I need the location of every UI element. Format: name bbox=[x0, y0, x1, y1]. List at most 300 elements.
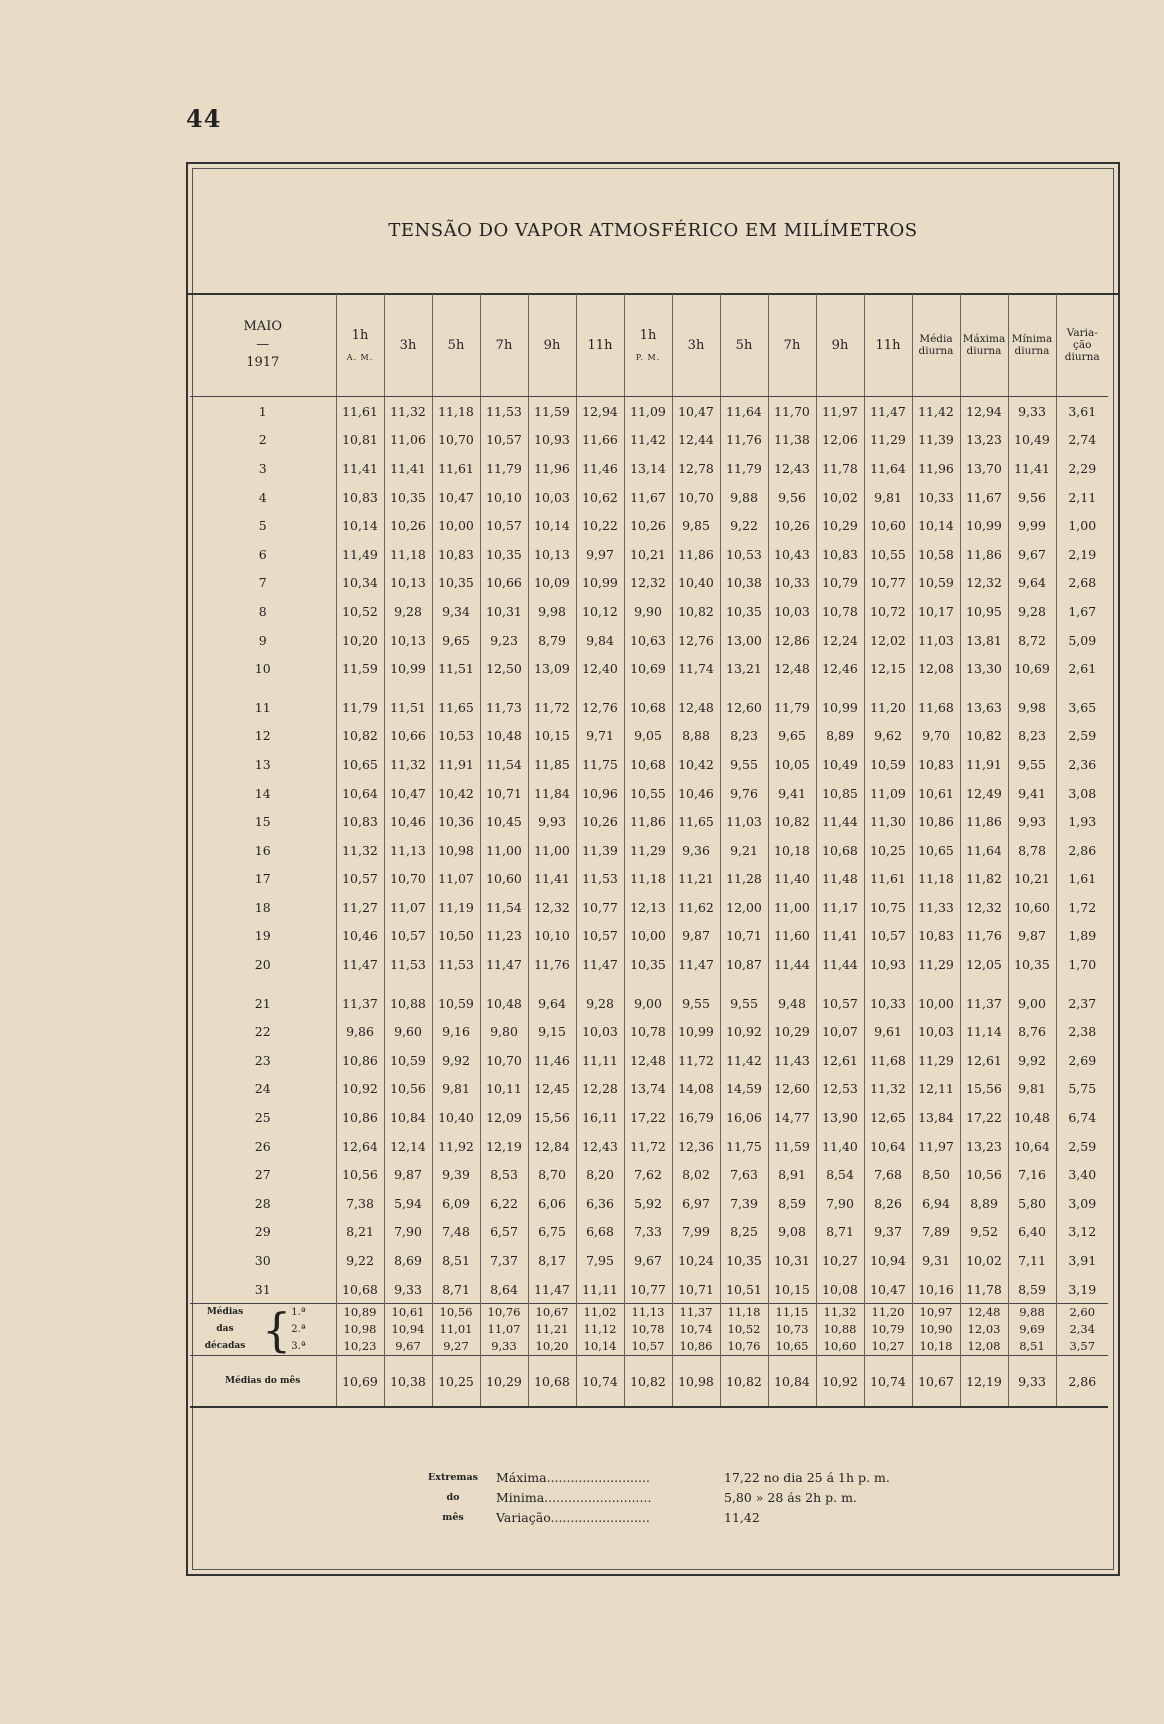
value-cell: 13,23 bbox=[960, 1132, 1008, 1161]
value-cell: 5,94 bbox=[384, 1189, 432, 1218]
value-cell: 11,07 bbox=[432, 865, 480, 894]
value-cell: 10,46 bbox=[672, 779, 720, 808]
month-label: MAIO bbox=[243, 319, 282, 334]
value-cell: 13,90 bbox=[816, 1103, 864, 1132]
value-cell: 6,75 bbox=[528, 1218, 576, 1247]
value-cell: 10,26 bbox=[624, 511, 672, 540]
table-row bbox=[190, 693, 1108, 722]
month-mean-cell: 10,25 bbox=[432, 1356, 480, 1408]
value-cell: 10,48 bbox=[1008, 1103, 1056, 1132]
value-cell: 10,13 bbox=[384, 626, 432, 655]
value-cell: 11,47 bbox=[864, 397, 912, 426]
value-cell: 10,47 bbox=[384, 779, 432, 808]
value-cell: 2,29 bbox=[1056, 454, 1108, 483]
value-cell: 12,65 bbox=[864, 1103, 912, 1132]
value-cell: 9,64 bbox=[1008, 569, 1056, 598]
value-cell: 7,62 bbox=[624, 1160, 672, 1189]
value-cell: 12,09 bbox=[480, 1103, 528, 1132]
value-cell: 11,29 bbox=[864, 426, 912, 455]
day-cell: 1 bbox=[258, 403, 267, 419]
table-frame bbox=[186, 162, 1120, 1576]
value-cell: 12,49 bbox=[960, 779, 1008, 808]
extreme-row bbox=[496, 1508, 1036, 1528]
value-cell: 13,14 bbox=[624, 454, 672, 483]
value-cell: 10,14 bbox=[912, 511, 960, 540]
value-cell: 10,10 bbox=[528, 922, 576, 951]
value-cell: 8,59 bbox=[1008, 1275, 1056, 1304]
value-cell: 10,15 bbox=[528, 722, 576, 751]
value-cell: 11,86 bbox=[672, 540, 720, 569]
value-cell: 12,19 bbox=[480, 1132, 528, 1161]
value-cell: 9,34 bbox=[432, 597, 480, 626]
decade-means-label: Médias das décadas { 1.ª 2.ª 3.ª bbox=[190, 1304, 336, 1356]
value-cell: 9,15 bbox=[528, 1017, 576, 1046]
value-cell: 11,47 bbox=[528, 1275, 576, 1304]
hour-header: 3h bbox=[672, 294, 720, 397]
value-cell: 10,20 bbox=[336, 626, 384, 655]
day-cell: 7 bbox=[258, 575, 267, 591]
value-cell: 9,98 bbox=[528, 597, 576, 626]
table-row bbox=[190, 807, 1108, 836]
value-cell: 6,06 bbox=[528, 1189, 576, 1218]
value-cell: 11,68 bbox=[864, 1046, 912, 1075]
value-cell: 11,76 bbox=[720, 426, 768, 455]
value-cell: 10,77 bbox=[624, 1275, 672, 1304]
media-diurna-header: Média diurna bbox=[912, 294, 960, 397]
value-cell: 12,76 bbox=[672, 626, 720, 655]
table-row bbox=[190, 569, 1108, 598]
value-cell: 10,57 bbox=[384, 922, 432, 951]
value-cell: 12,05 bbox=[960, 950, 1008, 979]
value-cell: 10,68 bbox=[816, 836, 864, 865]
value-cell: 10,78 bbox=[624, 1017, 672, 1046]
value-cell: 3,08 bbox=[1056, 779, 1108, 808]
value-cell: 11,14 bbox=[960, 1017, 1008, 1046]
value-cell: 6,09 bbox=[432, 1189, 480, 1218]
value-cell: 11,09 bbox=[864, 779, 912, 808]
value-cell: 8,53 bbox=[480, 1160, 528, 1189]
decade-mean-cell: 11,20 10,79 10,27 bbox=[864, 1304, 912, 1356]
value-cell: 9,67 bbox=[624, 1246, 672, 1275]
value-cell: 2,19 bbox=[1056, 540, 1108, 569]
table-row bbox=[190, 836, 1108, 865]
value-cell: 11,00 bbox=[768, 893, 816, 922]
value-cell: 10,26 bbox=[576, 807, 624, 836]
value-cell: 8,78 bbox=[1008, 836, 1056, 865]
value-cell: 10,29 bbox=[816, 511, 864, 540]
maxima-diurna-header: Máxima diurna bbox=[960, 294, 1008, 397]
value-cell: 10,03 bbox=[768, 597, 816, 626]
value-cell: 13,23 bbox=[960, 426, 1008, 455]
value-cell: 8,26 bbox=[864, 1189, 912, 1218]
value-cell: 10,60 bbox=[864, 511, 912, 540]
value-cell: 11,46 bbox=[576, 454, 624, 483]
day-cell: 30 bbox=[254, 1253, 271, 1269]
value-cell: 8,70 bbox=[528, 1160, 576, 1189]
value-cell: 11,70 bbox=[768, 397, 816, 426]
value-cell: 10,69 bbox=[624, 654, 672, 683]
decade-mean-cell: 11,32 10,88 10,60 bbox=[816, 1304, 864, 1356]
value-cell: 10,99 bbox=[960, 511, 1008, 540]
value-cell: 10,60 bbox=[1008, 893, 1056, 922]
value-cell: 10,22 bbox=[576, 511, 624, 540]
value-cell: 10,63 bbox=[624, 626, 672, 655]
value-cell: 9,80 bbox=[480, 1017, 528, 1046]
value-cell: 11,29 bbox=[624, 836, 672, 865]
table-row bbox=[190, 922, 1108, 951]
value-cell: 11,64 bbox=[720, 397, 768, 426]
value-cell: 7,95 bbox=[576, 1246, 624, 1275]
value-cell: 10,21 bbox=[1008, 865, 1056, 894]
value-cell: 11,38 bbox=[768, 426, 816, 455]
extreme-key: Máxima.......................... bbox=[496, 1470, 650, 1485]
value-cell: 11,72 bbox=[672, 1046, 720, 1075]
decade-means-row bbox=[190, 1304, 1108, 1356]
table-row bbox=[190, 654, 1108, 683]
value-cell: 10,86 bbox=[336, 1046, 384, 1075]
value-cell: 11,11 bbox=[576, 1046, 624, 1075]
value-cell: 10,99 bbox=[384, 654, 432, 683]
value-cell: 10,25 bbox=[864, 836, 912, 865]
value-cell: 10,13 bbox=[528, 540, 576, 569]
value-cell: 9,37 bbox=[864, 1218, 912, 1247]
value-cell: 12,43 bbox=[768, 454, 816, 483]
value-cell: 8,23 bbox=[720, 722, 768, 751]
value-cell: 13,84 bbox=[912, 1103, 960, 1132]
table-row bbox=[190, 1160, 1108, 1189]
value-cell: 10,31 bbox=[480, 597, 528, 626]
value-cell: 9,84 bbox=[576, 626, 624, 655]
value-cell: 3,40 bbox=[1056, 1160, 1108, 1189]
value-cell: 9,86 bbox=[336, 1017, 384, 1046]
value-cell: 10,48 bbox=[480, 722, 528, 751]
day-cell: 27 bbox=[254, 1167, 271, 1183]
value-cell: 12,24 bbox=[816, 626, 864, 655]
day-cell: 12 bbox=[254, 728, 271, 744]
value-cell: 9,31 bbox=[912, 1246, 960, 1275]
value-cell: 12,02 bbox=[864, 626, 912, 655]
table-row bbox=[190, 626, 1108, 655]
hour-header: 5h bbox=[432, 294, 480, 397]
value-cell: 12,46 bbox=[816, 654, 864, 683]
value-cell: 8,17 bbox=[528, 1246, 576, 1275]
value-cell: 9,21 bbox=[720, 836, 768, 865]
value-cell: 10,78 bbox=[816, 597, 864, 626]
extreme-row bbox=[496, 1468, 1036, 1488]
value-cell: 7,99 bbox=[672, 1218, 720, 1247]
value-cell: 10,33 bbox=[912, 483, 960, 512]
value-cell: 11,46 bbox=[528, 1046, 576, 1075]
decade-mean-cell: 10,97 10,90 10,18 bbox=[912, 1304, 960, 1356]
value-cell: 10,45 bbox=[480, 807, 528, 836]
value-cell: 10,43 bbox=[768, 540, 816, 569]
value-cell: 11,54 bbox=[480, 750, 528, 779]
value-cell: 11,09 bbox=[624, 397, 672, 426]
table-row bbox=[190, 779, 1108, 808]
hour-header: 7h bbox=[480, 294, 528, 397]
value-cell: 13,81 bbox=[960, 626, 1008, 655]
value-cell: 11,39 bbox=[576, 836, 624, 865]
value-cell: 11,91 bbox=[432, 750, 480, 779]
value-cell: 11,41 bbox=[384, 454, 432, 483]
value-cell: 10,35 bbox=[720, 1246, 768, 1275]
value-cell: 9,41 bbox=[768, 779, 816, 808]
value-cell: 11,42 bbox=[624, 426, 672, 455]
value-cell: 10,55 bbox=[624, 779, 672, 808]
value-cell: 9,81 bbox=[864, 483, 912, 512]
value-cell: 13,63 bbox=[960, 693, 1008, 722]
value-cell: 2,69 bbox=[1056, 1046, 1108, 1075]
value-cell: 10,33 bbox=[864, 989, 912, 1018]
value-cell: 12,32 bbox=[960, 893, 1008, 922]
value-cell: 10,59 bbox=[864, 750, 912, 779]
value-cell: 9,81 bbox=[432, 1075, 480, 1104]
value-cell: 9,28 bbox=[576, 989, 624, 1018]
value-cell: 9,92 bbox=[1008, 1046, 1056, 1075]
value-cell: 3,65 bbox=[1056, 693, 1108, 722]
value-cell: 10,34 bbox=[336, 569, 384, 598]
value-cell: 10,57 bbox=[576, 922, 624, 951]
table-row bbox=[190, 893, 1108, 922]
value-cell: 10,40 bbox=[672, 569, 720, 598]
value-cell: 11,51 bbox=[384, 693, 432, 722]
month-mean-cell: 10,29 bbox=[480, 1356, 528, 1408]
value-cell: 12,44 bbox=[672, 426, 720, 455]
value-cell: 5,75 bbox=[1056, 1075, 1108, 1104]
value-cell: 11,61 bbox=[864, 865, 912, 894]
value-cell: 11,44 bbox=[768, 950, 816, 979]
table-row bbox=[190, 1103, 1108, 1132]
value-cell: 9,28 bbox=[1008, 597, 1056, 626]
decade-mean-cell: 11,18 10,52 10,76 bbox=[720, 1304, 768, 1356]
decade-mean-cell: 11,37 10,74 10,86 bbox=[672, 1304, 720, 1356]
value-cell: 10,99 bbox=[576, 569, 624, 598]
value-cell: 8,64 bbox=[480, 1275, 528, 1304]
hour-header: 11h bbox=[864, 294, 912, 397]
value-cell: 10,14 bbox=[336, 511, 384, 540]
value-cell: 9,00 bbox=[1008, 989, 1056, 1018]
month-mean-cell: 10,98 bbox=[672, 1356, 720, 1408]
value-cell: 9,08 bbox=[768, 1218, 816, 1247]
table-row bbox=[190, 950, 1108, 979]
extremes-rows bbox=[496, 1468, 1036, 1528]
value-cell: 11,37 bbox=[960, 989, 1008, 1018]
extreme-value: 11,42 bbox=[724, 1510, 760, 1525]
value-cell: 7,90 bbox=[384, 1218, 432, 1247]
value-cell: 10,00 bbox=[912, 989, 960, 1018]
value-cell: 11,96 bbox=[528, 454, 576, 483]
table-row bbox=[190, 989, 1108, 1018]
table-row bbox=[190, 540, 1108, 569]
day-cell: 11 bbox=[254, 699, 271, 715]
value-cell: 10,35 bbox=[384, 483, 432, 512]
value-cell: 8,88 bbox=[672, 722, 720, 751]
value-cell: 2,61 bbox=[1056, 654, 1108, 683]
value-cell: 11,61 bbox=[432, 454, 480, 483]
value-cell: 10,59 bbox=[432, 989, 480, 1018]
value-cell: 10,47 bbox=[864, 1275, 912, 1304]
value-cell: 5,09 bbox=[1056, 626, 1108, 655]
value-cell: 10,47 bbox=[672, 397, 720, 426]
hour-header: 7h bbox=[768, 294, 816, 397]
value-cell: 12,94 bbox=[576, 397, 624, 426]
value-cell: 9,41 bbox=[1008, 779, 1056, 808]
header-row bbox=[190, 294, 1108, 397]
value-cell: 12,84 bbox=[528, 1132, 576, 1161]
day-cell: 10 bbox=[254, 661, 271, 677]
value-cell: 9,28 bbox=[384, 597, 432, 626]
value-cell: 8,71 bbox=[432, 1275, 480, 1304]
month-mean-cell: 10,84 bbox=[768, 1356, 816, 1408]
value-cell: 7,37 bbox=[480, 1246, 528, 1275]
value-cell: 14,77 bbox=[768, 1103, 816, 1132]
value-cell: 12,08 bbox=[912, 654, 960, 683]
value-cell: 12,78 bbox=[672, 454, 720, 483]
value-cell: 11,43 bbox=[768, 1046, 816, 1075]
value-cell: 10,49 bbox=[1008, 426, 1056, 455]
value-cell: 2,68 bbox=[1056, 569, 1108, 598]
value-cell: 11,85 bbox=[528, 750, 576, 779]
value-cell: 6,68 bbox=[576, 1218, 624, 1247]
value-cell: 11,19 bbox=[432, 893, 480, 922]
value-cell: 10,65 bbox=[336, 750, 384, 779]
value-cell: 11,44 bbox=[816, 950, 864, 979]
value-cell: 10,13 bbox=[384, 569, 432, 598]
hour-header: 3h bbox=[384, 294, 432, 397]
value-cell: 9,33 bbox=[1008, 397, 1056, 426]
value-cell: 10,11 bbox=[480, 1075, 528, 1104]
value-cell: 10,82 bbox=[768, 807, 816, 836]
value-cell: 9,90 bbox=[624, 597, 672, 626]
value-cell: 10,59 bbox=[912, 569, 960, 598]
value-cell: 9,55 bbox=[720, 750, 768, 779]
value-cell: 11,03 bbox=[912, 626, 960, 655]
value-cell: 10,70 bbox=[480, 1046, 528, 1075]
value-cell: 11,06 bbox=[384, 426, 432, 455]
value-cell: 11,18 bbox=[432, 397, 480, 426]
value-cell: 10,56 bbox=[384, 1075, 432, 1104]
value-cell: 7,89 bbox=[912, 1218, 960, 1247]
value-cell: 11,30 bbox=[864, 807, 912, 836]
value-cell: 8,72 bbox=[1008, 626, 1056, 655]
value-cell: 6,57 bbox=[480, 1218, 528, 1247]
value-cell: 1,70 bbox=[1056, 950, 1108, 979]
table-row bbox=[190, 397, 1108, 426]
value-cell: 11,51 bbox=[432, 654, 480, 683]
value-cell: 1,67 bbox=[1056, 597, 1108, 626]
value-cell: 11,75 bbox=[576, 750, 624, 779]
value-cell: 10,35 bbox=[720, 597, 768, 626]
value-cell: 10,70 bbox=[384, 865, 432, 894]
value-cell: 10,83 bbox=[432, 540, 480, 569]
value-cell: 10,87 bbox=[720, 950, 768, 979]
value-cell: 11,73 bbox=[480, 693, 528, 722]
value-cell: 11,65 bbox=[432, 693, 480, 722]
value-cell: 9,33 bbox=[384, 1275, 432, 1304]
month-mean-cell: 10,82 bbox=[624, 1356, 672, 1408]
value-cell: 10,64 bbox=[864, 1132, 912, 1161]
value-cell: 11,61 bbox=[336, 397, 384, 426]
value-cell: 11,27 bbox=[336, 893, 384, 922]
value-cell: 13,70 bbox=[960, 454, 1008, 483]
day-cell: 17 bbox=[254, 871, 271, 887]
value-cell: 12,15 bbox=[864, 654, 912, 683]
day-cell: 31 bbox=[254, 1281, 271, 1297]
value-cell: 10,75 bbox=[864, 893, 912, 922]
table-row bbox=[190, 1275, 1108, 1304]
value-cell: 11,18 bbox=[912, 865, 960, 894]
minima-diurna-header: Mínima diurna bbox=[1008, 294, 1056, 397]
page-title: TENSÃO DO VAPOR ATMOSFÉRICO EM MILÍMETROS bbox=[388, 220, 918, 241]
value-cell: 12,43 bbox=[576, 1132, 624, 1161]
value-cell: 10,71 bbox=[720, 922, 768, 951]
month-mean-cell: 10,82 bbox=[720, 1356, 768, 1408]
value-cell: 9,87 bbox=[1008, 922, 1056, 951]
day-cell: 26 bbox=[254, 1138, 271, 1154]
value-cell: 11,66 bbox=[576, 426, 624, 455]
value-cell: 12,48 bbox=[768, 654, 816, 683]
day-cell: 9 bbox=[258, 632, 267, 648]
value-cell: 12,06 bbox=[816, 426, 864, 455]
month-means-label: Médias do mês bbox=[190, 1356, 336, 1408]
table-row bbox=[190, 722, 1108, 751]
value-cell: 11,41 bbox=[528, 865, 576, 894]
value-cell: 9,56 bbox=[768, 483, 816, 512]
hour-header: 1h P. M. bbox=[624, 294, 672, 397]
value-cell: 11,91 bbox=[960, 750, 1008, 779]
value-cell: 11,41 bbox=[816, 922, 864, 951]
value-cell: 10,21 bbox=[624, 540, 672, 569]
month-header bbox=[190, 294, 336, 397]
month-mean-cell: 10,68 bbox=[528, 1356, 576, 1408]
value-cell: 10,83 bbox=[912, 922, 960, 951]
value-cell: 11,65 bbox=[672, 807, 720, 836]
value-cell: 11,00 bbox=[480, 836, 528, 865]
value-cell: 5,92 bbox=[624, 1189, 672, 1218]
month-mean-cell: 10,67 bbox=[912, 1356, 960, 1408]
value-cell: 10,66 bbox=[384, 722, 432, 751]
value-cell: 10,99 bbox=[816, 693, 864, 722]
value-cell: 3,09 bbox=[1056, 1189, 1108, 1218]
value-cell: 11,47 bbox=[336, 950, 384, 979]
value-cell: 17,22 bbox=[624, 1103, 672, 1132]
value-cell: 8,50 bbox=[912, 1160, 960, 1189]
value-cell: 1,89 bbox=[1056, 922, 1108, 951]
hour-header: 9h bbox=[816, 294, 864, 397]
value-cell: 11,60 bbox=[768, 922, 816, 951]
value-cell: 11,72 bbox=[624, 1132, 672, 1161]
value-cell: 9,16 bbox=[432, 1017, 480, 1046]
value-cell: 10,57 bbox=[864, 922, 912, 951]
value-cell: 10,86 bbox=[336, 1103, 384, 1132]
value-cell: 10,82 bbox=[960, 722, 1008, 751]
value-cell: 10,71 bbox=[480, 779, 528, 808]
value-cell: 7,11 bbox=[1008, 1246, 1056, 1275]
day-cell: 29 bbox=[254, 1224, 271, 1240]
value-cell: 10,53 bbox=[432, 722, 480, 751]
month-mean-cell: 10,74 bbox=[576, 1356, 624, 1408]
value-cell: 9,61 bbox=[864, 1017, 912, 1046]
vapor-tension-table bbox=[190, 294, 1108, 1408]
value-cell: 9,67 bbox=[1008, 540, 1056, 569]
value-cell: 7,63 bbox=[720, 1160, 768, 1189]
month-mean-cell: 12,19 bbox=[960, 1356, 1008, 1408]
value-cell: 8,69 bbox=[384, 1246, 432, 1275]
value-cell: 11,59 bbox=[768, 1132, 816, 1161]
value-cell: 10,26 bbox=[768, 511, 816, 540]
value-cell: 11,74 bbox=[672, 654, 720, 683]
value-cell: 7,39 bbox=[720, 1189, 768, 1218]
